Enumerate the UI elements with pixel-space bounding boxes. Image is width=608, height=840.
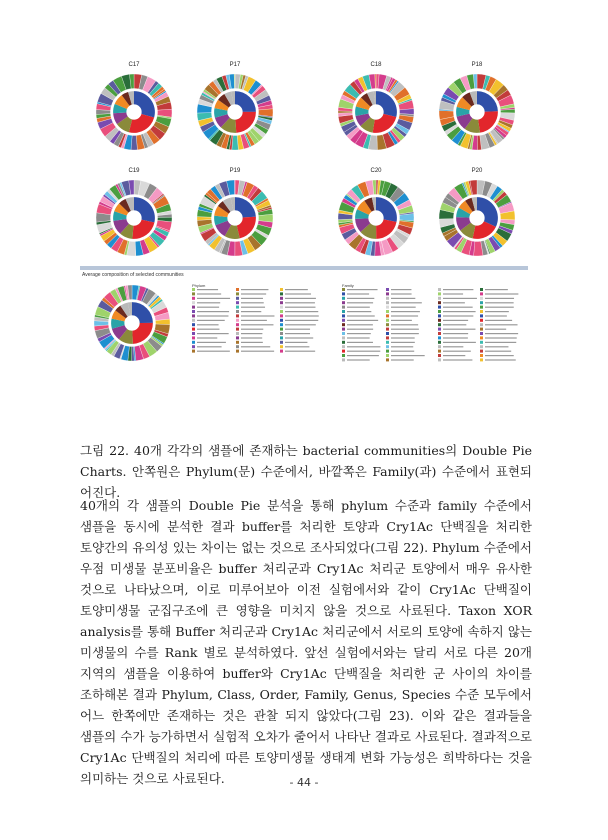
legend-text-line <box>485 342 516 343</box>
legend-swatch <box>236 345 239 348</box>
legend-text-line <box>485 311 509 312</box>
legend-swatch <box>280 319 283 322</box>
legend-text-line <box>443 315 473 316</box>
legend-swatch <box>438 336 441 339</box>
legend-text-line <box>347 333 371 334</box>
legend-text-line <box>391 346 413 347</box>
legend-text-line <box>443 355 465 356</box>
average-pie-chart <box>92 283 172 363</box>
legend-swatch <box>342 323 345 326</box>
legend-swatch <box>438 332 441 335</box>
legend-text-line <box>485 351 511 352</box>
legend-text-line <box>347 355 379 356</box>
legend-swatch <box>438 297 441 300</box>
legend-text-line <box>197 302 220 303</box>
legend-family-heading: Family <box>342 283 354 288</box>
legend-swatch <box>480 288 483 291</box>
legend-swatch <box>438 310 441 313</box>
legend-text-line <box>347 351 380 352</box>
legend-text-line <box>285 342 307 343</box>
donut-hole <box>227 210 242 225</box>
legend-text-line <box>241 351 274 352</box>
legend-swatch <box>192 319 195 322</box>
legend-swatch <box>342 350 345 353</box>
donut-hole <box>469 210 484 225</box>
legend-swatch <box>438 301 441 304</box>
legend-swatch <box>438 306 441 309</box>
legend-text-line <box>485 315 507 316</box>
legend-text-line <box>241 324 273 325</box>
pie-label-c17: C17 <box>128 62 140 68</box>
body-paragraph: 40개의 각 샘플의 Double Pie 분석을 통해 phylum 수준과 family 수준에서 샘플을 동시에 분석한 결과 buffer를 처리한 토양과 Cry1Ac 단백질을 처리한 토양간의 유의성 있는 차이는 없는 것으로 조사되었다(그림 22). Phylum 수준에서 우점 미생물 분포비율은 buffer 처리군과 Cry1Ac 처리군 토양에서 매우 유사한 것으로 나타났으며, 이로 미루어보아 이전 실험에서와 같이 Cry1Ac 단백질이 토양미생물 군집구조에 큰 영향을 미치지 않을 것으로 사료된다. Taxon XOR analysis를 통해 Buffer 처리군과 Cry1Ac 처리군에서 서로의 토양에 속하지 않는 미생물의 수를 Rank 별로 분석하였다. 앞선 실험에서와는 달리 서로 다른 20개 지역의 샘플을 이용하여 buffer와 Cry1Ac 단백질을 처리한 군 사이의 차이를 조하해본 결과 Phylum, Class, Order, Family, Genus, Species 수준 모두에서 어느 한쪽에만 존재하는 것은 관찰 되지 않았다(그림 23). 이와 같은 결과들을 샘플의 수가 능가하면서 실험적 오차가 줄어서 나타난 결과로 사료된다. 결과적으로 Cry1Ac 단백질의 처리에 따른 토양미생물 생태계 변화 가능성은 희박하다는 것을 의미하는 것으로 사료된다. <box>80 498 532 786</box>
legend-text-line <box>285 302 315 303</box>
legend-text-line <box>443 302 465 303</box>
legend-swatch <box>192 323 195 326</box>
legend-swatch <box>386 319 389 322</box>
legend-text-line <box>197 337 217 338</box>
pie-label-p18: P18 <box>471 62 483 68</box>
legend-swatch <box>342 332 345 335</box>
legend-text-line <box>197 342 226 343</box>
legend-text-line <box>285 307 315 308</box>
donut-hole <box>368 104 383 119</box>
legend-swatch <box>386 288 389 291</box>
legend-text-line <box>285 324 316 325</box>
legend-text-line <box>391 359 414 360</box>
legend-text-line <box>197 315 228 316</box>
legend-swatch <box>192 336 195 339</box>
legend-swatch <box>386 314 389 317</box>
donut-hole <box>469 104 484 119</box>
legend-swatch <box>192 292 195 295</box>
legend-swatch <box>192 310 195 313</box>
legend-swatch <box>236 319 239 322</box>
legend-swatch <box>386 332 389 335</box>
legend-text-line <box>347 298 374 299</box>
legend-swatch <box>342 314 345 317</box>
legend-text-line <box>443 298 477 299</box>
legend-swatch <box>480 301 483 304</box>
legend-text-line <box>241 311 261 312</box>
legend-swatch <box>342 358 345 361</box>
legend-swatch <box>236 336 239 339</box>
legend-text-line <box>285 337 313 338</box>
legend-text-line <box>443 293 463 294</box>
legend-text-line <box>391 342 415 343</box>
legend-text-line <box>443 307 473 308</box>
legend-text-line <box>485 307 514 308</box>
legend-text-line <box>285 333 310 334</box>
legend-swatch <box>342 292 345 295</box>
legend-text-line <box>241 293 266 294</box>
donut-0 <box>96 74 172 150</box>
legend-text-line <box>197 293 221 294</box>
legend-swatch <box>192 314 195 317</box>
donut-hole <box>227 104 242 119</box>
legend-text-line <box>347 320 378 321</box>
legend-swatch <box>192 341 195 344</box>
legend-swatch <box>480 292 483 295</box>
legend-swatch <box>280 336 283 339</box>
legend-swatch <box>280 314 283 317</box>
legend-text-line <box>241 346 270 347</box>
legend-swatch <box>480 310 483 313</box>
legend-swatch <box>236 323 239 326</box>
legend-text-line <box>285 329 310 330</box>
legend-swatch <box>342 310 345 313</box>
legend-text-line <box>285 320 318 321</box>
legend-text-line <box>197 346 222 347</box>
legend-swatch <box>236 310 239 313</box>
legend-swatch <box>438 314 441 317</box>
legend-swatch <box>192 345 195 348</box>
legend-text-line <box>347 302 373 303</box>
legend-swatch <box>480 336 483 339</box>
outer-slice <box>234 180 235 194</box>
legend-text-line <box>391 298 415 299</box>
legend-text-line <box>285 315 319 316</box>
legend-text-line <box>241 298 263 299</box>
outer-slice <box>234 74 235 88</box>
legend-text-line <box>391 333 419 334</box>
legend-swatch <box>438 354 441 357</box>
legend-text-line <box>197 311 229 312</box>
donut-hole <box>126 210 141 225</box>
legend-text-line <box>391 289 411 290</box>
legend-swatch <box>236 350 239 353</box>
legend-swatch <box>280 350 283 353</box>
legend-text-line <box>241 302 264 303</box>
legend-swatch <box>236 332 239 335</box>
legend-swatch <box>386 310 389 313</box>
legend-text-line <box>241 320 267 321</box>
legend-swatch <box>280 297 283 300</box>
legend-text-line <box>391 293 412 294</box>
legend-text-line <box>347 342 373 343</box>
legend-swatch <box>386 328 389 331</box>
pie-label-p20: P20 <box>471 168 483 174</box>
legend-text-line <box>485 346 508 347</box>
legend-swatch <box>280 288 283 291</box>
legend-text-line <box>443 320 468 321</box>
legend-swatch <box>438 292 441 295</box>
legend-text-line <box>443 342 476 343</box>
pie-label-p17: P17 <box>229 62 241 68</box>
donut-1 <box>197 74 273 150</box>
legend-swatch <box>236 288 239 291</box>
legend-text-line <box>485 293 518 294</box>
legend-swatch <box>480 341 483 344</box>
legend-swatch <box>480 306 483 309</box>
legend-text-line <box>347 311 371 312</box>
legend-swatch <box>192 297 195 300</box>
legend-swatch <box>438 288 441 291</box>
legend-swatch <box>342 328 345 331</box>
donut-hole <box>368 210 383 225</box>
legend-text-line <box>241 329 263 330</box>
legend-text-line <box>197 298 230 299</box>
legend-swatch <box>386 341 389 344</box>
legend-swatch <box>342 341 345 344</box>
legend-swatch <box>236 301 239 304</box>
legend-text-line <box>241 337 262 338</box>
legend-text-line <box>241 307 265 308</box>
legend-text-line <box>443 359 472 360</box>
legend-swatch <box>480 354 483 357</box>
legend-text-line <box>391 337 415 338</box>
legend-swatch <box>280 332 283 335</box>
legend-swatch <box>438 341 441 344</box>
legend-swatch <box>280 292 283 295</box>
legend-swatch <box>236 328 239 331</box>
legend-swatch <box>386 358 389 361</box>
legend-text-line <box>285 293 311 294</box>
legend-swatch <box>192 328 195 331</box>
legend-text-line <box>197 289 218 290</box>
legend-text-line <box>197 320 225 321</box>
legend-swatch <box>386 292 389 295</box>
legend-swatch <box>438 350 441 353</box>
legend-text-line <box>391 320 412 321</box>
average-composition-title: Average composition of selected communities <box>82 272 184 278</box>
double-pie-figure <box>78 58 528 428</box>
legend-text-line <box>443 311 476 312</box>
figure-divider <box>80 266 528 270</box>
legend-text-line <box>285 346 309 347</box>
legend-swatch <box>342 297 345 300</box>
legend-text-line <box>443 333 468 334</box>
legend-text-line <box>347 315 375 316</box>
pie-label-c18: C18 <box>370 62 382 68</box>
donut-hole <box>126 104 141 119</box>
legend-text-line <box>485 333 518 334</box>
legend-text-line <box>443 329 475 330</box>
legend-swatch <box>192 306 195 309</box>
legend-text-line <box>241 342 263 343</box>
legend-swatch <box>480 358 483 361</box>
legend-text-line <box>241 315 274 316</box>
legend-text-line <box>443 337 468 338</box>
legend-swatch <box>280 341 283 344</box>
legend-text-line <box>485 298 514 299</box>
legend-swatch <box>280 301 283 304</box>
legend-swatch <box>438 319 441 322</box>
legend-swatch <box>480 297 483 300</box>
legend-swatch <box>280 323 283 326</box>
legend-swatch <box>342 319 345 322</box>
legend-swatch <box>480 319 483 322</box>
legend-text-line <box>347 329 373 330</box>
legend-text-line <box>347 307 370 308</box>
legend-swatch <box>480 314 483 317</box>
legend-text-line <box>197 324 219 325</box>
legend-text-line <box>443 346 463 347</box>
legend-swatch <box>438 323 441 326</box>
legend-swatch <box>480 345 483 348</box>
legend-swatch <box>386 306 389 309</box>
legend-swatch <box>236 314 239 317</box>
legend-swatch <box>386 345 389 348</box>
legend-swatches <box>180 288 530 368</box>
legend-swatch <box>192 332 195 335</box>
legend-text-line <box>391 311 420 312</box>
donut-7 <box>439 180 515 256</box>
legend-swatch <box>342 354 345 357</box>
legend-text-line <box>485 355 514 356</box>
legend-swatch <box>192 350 195 353</box>
legend-text-line <box>443 324 466 325</box>
legend-text-line <box>391 324 418 325</box>
legend-text-line <box>485 320 512 321</box>
legend-swatch <box>386 323 389 326</box>
legend-swatch <box>386 301 389 304</box>
legend-text-line <box>391 351 414 352</box>
legend-text-line <box>391 307 416 308</box>
donut-6 <box>338 180 414 256</box>
donut-4 <box>96 180 172 256</box>
pie-charts <box>78 58 528 428</box>
legend-swatch <box>386 336 389 339</box>
legend-text-line <box>347 289 378 290</box>
legend-swatch <box>236 292 239 295</box>
legend-text-line <box>347 324 373 325</box>
legend-swatch <box>342 288 345 291</box>
legend-swatch <box>438 328 441 331</box>
legend-swatch <box>236 306 239 309</box>
legend-text-line <box>347 346 380 347</box>
legend-text-line <box>485 337 517 338</box>
legend-text-line <box>485 359 516 360</box>
legend-swatch <box>236 297 239 300</box>
legend-swatch <box>280 328 283 331</box>
legend-phylum-heading: Phylum <box>192 283 206 288</box>
legend-text-line <box>241 333 262 334</box>
legend-text-line <box>391 302 422 303</box>
legend-text-line <box>391 355 425 356</box>
legend-swatch <box>438 358 441 361</box>
legend-text-line <box>285 311 318 312</box>
legend-text-line <box>197 351 230 352</box>
legend-text-line <box>285 298 316 299</box>
legend-swatch <box>342 301 345 304</box>
pie-label-c19: C19 <box>128 168 140 174</box>
legend-swatch <box>480 332 483 335</box>
legend-swatch <box>280 345 283 348</box>
legend-text-line <box>285 351 315 352</box>
figure-caption: 그림 22. 40개 각각의 샘플에 존재하는 bacterial communities의 Double Pie Charts. 안쪽원은 Phylum(문) 수준에서, 바깥쪽은 Family(과) 수준에서 표현되어진다. <box>80 443 532 500</box>
legend-swatch <box>280 310 283 313</box>
legend-swatch <box>386 350 389 353</box>
legend-swatch <box>192 288 195 291</box>
legend-text-line <box>391 329 419 330</box>
donut-2 <box>338 74 414 150</box>
legend-text-line <box>485 324 518 325</box>
legend-text-line <box>347 359 370 360</box>
legend-text-line <box>347 293 369 294</box>
legend-swatch <box>342 336 345 339</box>
legend-text-line <box>241 289 268 290</box>
legend-text-line <box>391 315 418 316</box>
legend-text-line <box>197 307 219 308</box>
legend-swatch <box>280 306 283 309</box>
pie-label-c20: C20 <box>370 168 382 174</box>
legend-swatch <box>438 345 441 348</box>
legend-swatch <box>236 341 239 344</box>
page-number: - 44 - <box>289 776 319 789</box>
pie-label-p19: P19 <box>229 168 241 174</box>
legend-swatch <box>480 328 483 331</box>
legend-swatch <box>342 345 345 348</box>
legend-swatch <box>342 306 345 309</box>
donut-hole <box>124 315 139 330</box>
legend-text-line <box>347 337 370 338</box>
legend-text-line <box>285 289 308 290</box>
legend-text-line <box>485 329 506 330</box>
legend-swatch <box>192 301 195 304</box>
legend-text-line <box>443 351 471 352</box>
legend-text-line <box>485 289 508 290</box>
legend-text-line <box>485 302 514 303</box>
legend-text-line <box>197 329 219 330</box>
legend-text-line <box>197 333 229 334</box>
legend-text-line <box>443 289 473 290</box>
donut-5 <box>197 180 273 256</box>
legend-swatch <box>480 350 483 353</box>
legend-swatch <box>386 354 389 357</box>
donut-3 <box>439 74 515 150</box>
legend-swatch <box>480 323 483 326</box>
donut-average <box>94 285 170 361</box>
legend-swatch <box>386 297 389 300</box>
